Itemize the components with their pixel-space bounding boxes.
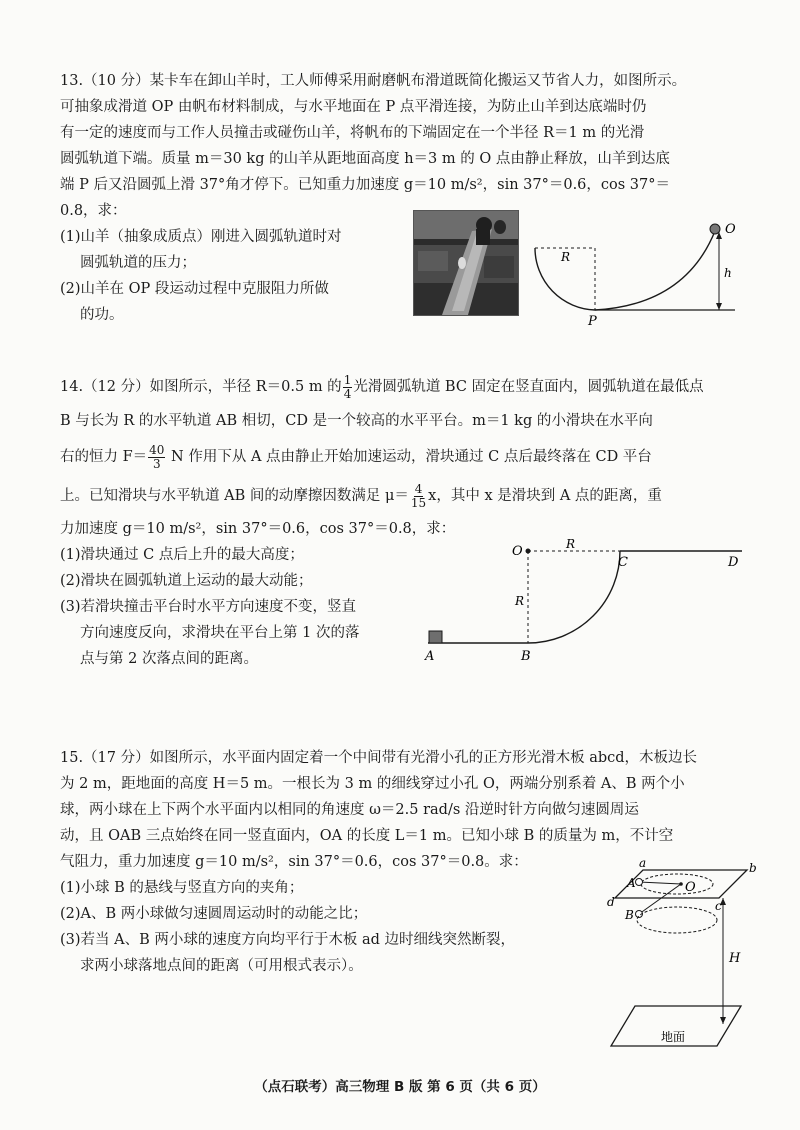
q14-label-A: A xyxy=(425,649,435,664)
q14-text: 上。已知滑块与水平轨道 AB 间的动摩擦因数满足 μ＝ xyxy=(60,488,409,504)
q14-subquestion-2: (2)滑块在圆弧轨道上运动的最大动能； xyxy=(60,573,313,589)
page-footer: （点石联考）高三物理 B 版 第 6 页（共 6 页） xyxy=(254,1079,546,1095)
q14-diagram xyxy=(420,538,750,668)
q14-fraction-force xyxy=(148,444,165,471)
q15-height-arrow-down xyxy=(720,1017,726,1024)
q13-line: 13.（10 分）某卡车在卸山羊时，工人师傅采用耐磨帆布滑道既简化搬运又节省人力，如图所示。 xyxy=(60,73,687,89)
q14-text: 14.（12 分）如图所示，半径 R＝0.5 m 的 xyxy=(60,379,342,395)
q15-label-d: d xyxy=(607,895,615,909)
q15-ball-A xyxy=(636,879,643,886)
q13-line: 0.8，求： xyxy=(60,203,127,219)
fraction-denominator: 15 xyxy=(410,495,427,510)
q15-diagram xyxy=(605,858,765,1058)
q15-line: 动，且 OAB 三点始终在同一竖直面内，OA 的长度 L＝1 m。已知小球 B 的质量为 m，不计空 xyxy=(60,828,674,844)
q14-fraction-quarter xyxy=(343,374,353,401)
q15-subquestion-3: (3)若当 A、B 两小球的速度方向均平行于木板 ad 边时细线突然断裂， xyxy=(60,932,516,948)
q15-label-ground: 地面 xyxy=(661,1030,686,1044)
q14-label-D: D xyxy=(728,555,739,570)
q15-line: 15.（17 分）如图所示，水平面内固定着一个中间带有光滑小孔的正方形光滑木板 abcd，木板边长 xyxy=(60,750,698,766)
q14-label-R-top: R xyxy=(566,538,576,551)
q14-text: 右的恒力 F＝ xyxy=(60,449,148,465)
fraction-numerator: 1 xyxy=(343,372,352,387)
q13-subquestion-1-cont: 圆弧轨道的压力； xyxy=(80,255,196,271)
q13-slide-curve xyxy=(595,231,715,310)
q13-subquestion-2-cont: 的功。 xyxy=(80,307,124,323)
q14-fraction-mu xyxy=(410,483,427,510)
q14-label-B: B xyxy=(521,649,531,664)
q13-label-O: O xyxy=(725,222,736,237)
q15-subquestion-1: (1)小球 B 的悬线与竖直方向的夹角； xyxy=(60,880,304,896)
q15-subquestion-2: (2)A、B 两小球做匀速圆周运动时的动能之比； xyxy=(60,906,368,922)
q13-label-R: R xyxy=(561,250,571,264)
q13-diagram xyxy=(525,215,745,330)
q15-line: 气阻力，重力加速度 g＝10 m/s²，sin 37°＝0.6，cos 37°＝0.8。求： xyxy=(60,854,528,870)
q14-quarter-arc-BC xyxy=(528,551,620,643)
q13-label-h: h xyxy=(724,266,732,280)
q15-circle-B xyxy=(637,907,717,933)
q13-height-arrow-down xyxy=(716,303,722,310)
q14-subquestion-3: (3)若滑块撞击平台时水平方向速度不变，竖直 xyxy=(60,599,357,615)
fraction-denominator: 3 xyxy=(152,456,161,471)
q13-line: 有一定的速度而与工作人员撞击或碰伤山羊，将帆布的下端固定在一个半径 R＝1 m 的光滑 xyxy=(60,125,645,141)
q15-label-b: b xyxy=(749,861,757,875)
q14-text: N 作用下从 A 点由静止开始加速运动，滑块通过 C 点后最终落在 CD 平台 xyxy=(166,449,652,465)
q14-slider-block xyxy=(429,631,442,643)
q15-subquestion-3-cont: 求两小球落地点间的距离（可用根式表示）。 xyxy=(80,958,363,974)
q15-label-H: H xyxy=(729,951,741,966)
q14-text: 光滑圆弧轨道 BC 固定在竖直面内，圆弧轨道在最低点 xyxy=(353,379,704,395)
q13-line: 圆弧轨道下端。质量 m＝30 kg 的山羊从距地面高度 h＝3 m 的 O 点由静止释放，山羊到达底 xyxy=(60,151,670,167)
q13-line: 可抽象成滑道 OP 由帆布材料制成，与水平地面在 P 点平滑连接，为防止山羊到达底端时仍 xyxy=(60,99,647,115)
q13-goat-ball xyxy=(710,224,720,234)
q15-label-a: a xyxy=(639,858,647,870)
q15-label-A: A xyxy=(627,876,636,890)
q15-label-B: B xyxy=(625,908,634,922)
q14-line-1 xyxy=(60,370,750,404)
q15-string-OA xyxy=(639,882,681,884)
q13-label-P: P xyxy=(588,314,597,329)
q14-line-3 xyxy=(60,438,750,476)
q14-subquestion-1: (1)滑块通过 C 点后上升的最大高度； xyxy=(60,547,304,563)
q14-label-R-side: R xyxy=(515,594,525,608)
q14-line-5: 力加速度 g＝10 m/s²，sin 37°＝0.6，cos 37°＝0.8，求： xyxy=(60,521,456,537)
fraction-numerator: 4 xyxy=(414,481,423,496)
q13-subquestion-2: (2)山羊在 OP 段运动过程中克服阻力所做 xyxy=(60,281,329,297)
q14-text: x，其中 x 是滑块到 A 点的距离，重 xyxy=(428,488,662,504)
q15-label-O: O xyxy=(685,880,696,895)
q15-label-c: c xyxy=(715,899,722,913)
q14-subquestion-3-cont: 点与第 2 次落点间的距离。 xyxy=(80,651,258,667)
fraction-denominator: 4 xyxy=(343,386,352,401)
q14-label-C: C xyxy=(618,555,628,570)
q14-line-4 xyxy=(60,476,750,516)
q14-label-O: O xyxy=(512,544,523,559)
q13-photo xyxy=(413,210,519,316)
q13-subquestion-1: (1)山羊（抽象成质点）刚进入圆弧轨道时对 xyxy=(60,229,342,245)
q14-line-2: B 与长为 R 的水平轨道 AB 相切，CD 是一个较高的水平平台。m＝1 kg 的小滑块在水平向 xyxy=(60,413,653,429)
q15-line: 球，两小球在上下两个水平面内以相同的角速度 ω＝2.5 rad/s 沿逆时针方向做匀速圆周运 xyxy=(60,802,639,818)
q15-line: 为 2 m，距地面的高度 H＝5 m。一根长为 3 m 的细线穿过小孔 O，两端分别系着 A、B 两个小 xyxy=(60,776,685,792)
q13-line: 端 P 后又沿圆弧上滑 37°角才停下。已知重力加速度 g＝10 m/s²，sin 37°＝0.6，cos 37°＝ xyxy=(60,177,671,193)
q14-subquestion-3-cont: 方向速度反向，求滑块在平台上第 1 次的落 xyxy=(80,625,360,641)
fraction-numerator: 40 xyxy=(149,442,165,457)
